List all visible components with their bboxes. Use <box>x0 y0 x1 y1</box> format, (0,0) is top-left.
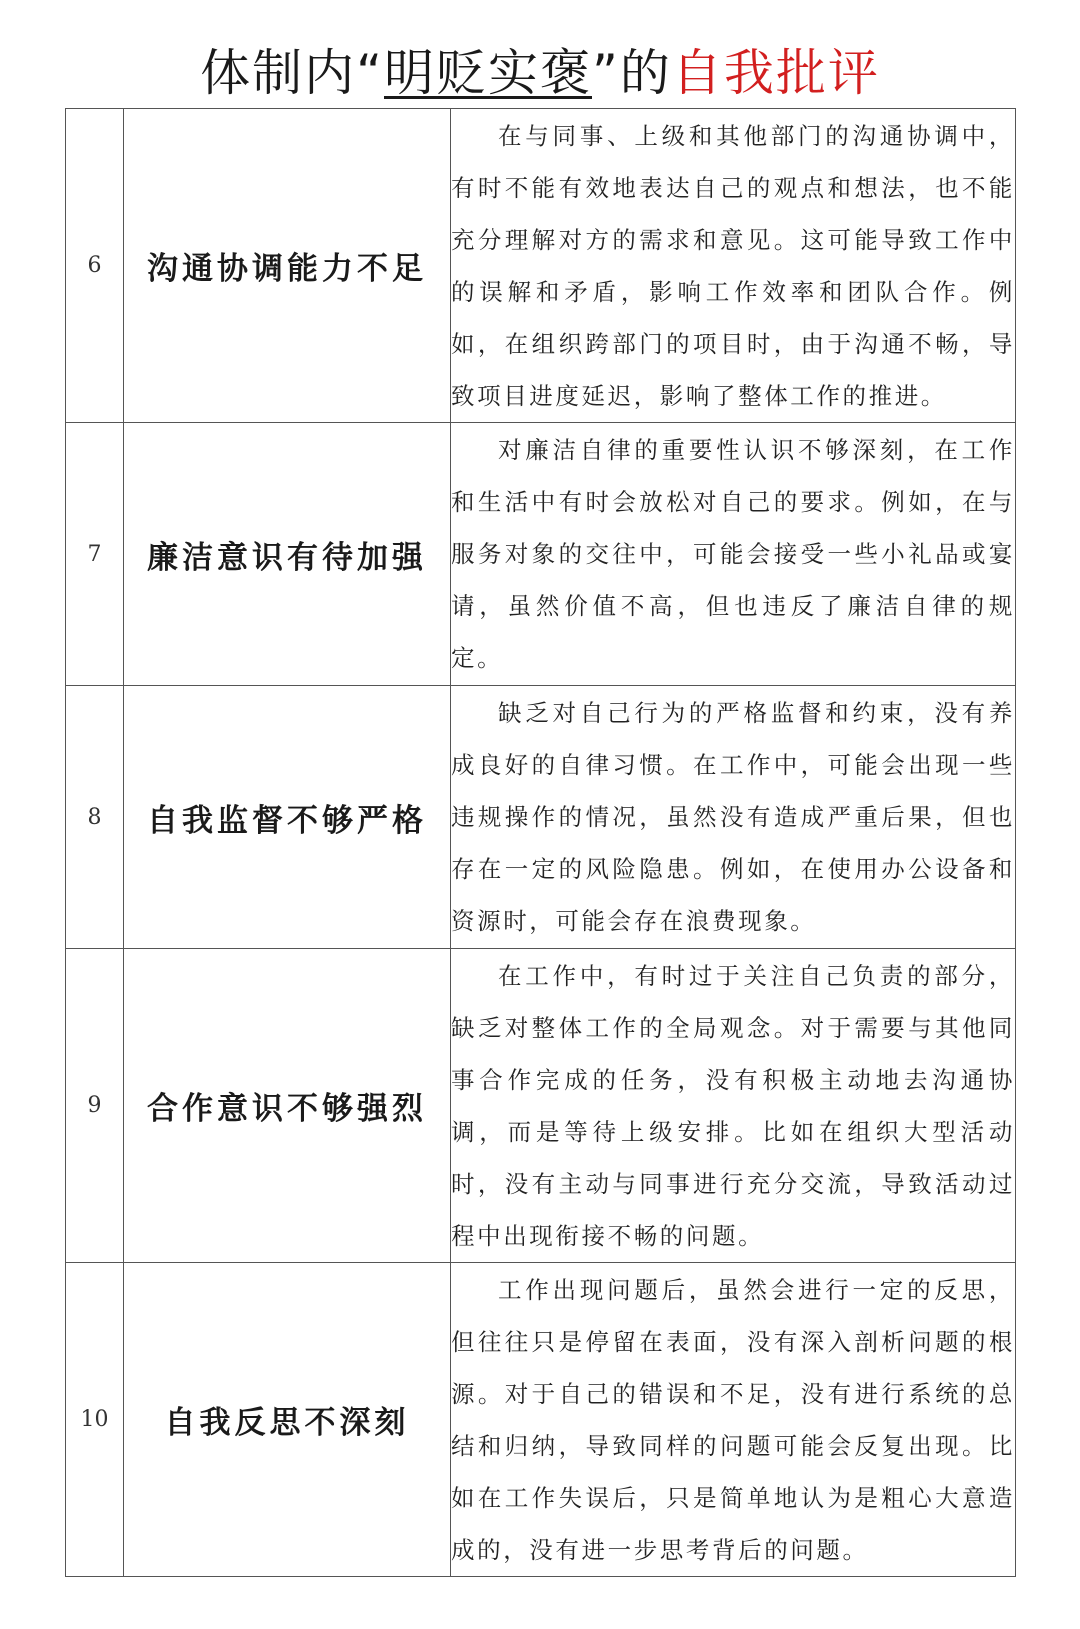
table-row <box>66 109 1016 423</box>
table-row <box>66 1263 1016 1577</box>
page-title <box>0 38 1080 108</box>
row-description: 在与同事、上级和其他部门的沟通协调中，有时不能有效地表达自己的观点和想法，也不能充分理解对方的需求和意见。这可能导致工作中的误解和矛盾，影响工作效率和团队合作。例如，在组织跨部门的项目时，由于沟通不畅，导致项目进度延迟，影响了整体工作的推进。 <box>451 109 1016 423</box>
row-item: 自我监督不够严格 <box>124 686 451 949</box>
table-row <box>66 423 1016 686</box>
row-number: 9 <box>66 949 124 1263</box>
row-item: 合作意识不够强烈 <box>124 949 451 1263</box>
row-description: 缺乏对自己行为的严格监督和约束，没有养成良好的自律习惯。在工作中，可能会出现一些违规操作的情况，虽然没有造成严重后果，但也存在一定的风险隐患。例如，在使用办公设备和资源时，可能会存在浪费现象。 <box>451 686 1016 949</box>
row-description: 对廉洁自律的重要性认识不够深刻，在工作和生活中有时会放松对自己的要求。例如，在与服务对象的交往中，可能会接受一些小礼品或宴请，虽然价值不高，但也违反了廉洁自律的规定。 <box>451 423 1016 686</box>
row-item: 廉洁意识有待加强 <box>124 423 451 686</box>
title-quoted-phrase: 明贬实褒 <box>384 44 592 102</box>
row-number: 8 <box>66 686 124 949</box>
title-middle: ”的 <box>592 44 672 102</box>
table-row <box>66 686 1016 949</box>
title-highlight: 自我批评 <box>671 44 880 102</box>
criticism-table <box>65 108 1016 1577</box>
row-item: 沟通协调能力不足 <box>124 109 451 423</box>
table-row <box>66 949 1016 1263</box>
row-item: 自我反思不深刻 <box>124 1263 451 1577</box>
row-number: 6 <box>66 109 124 423</box>
row-description: 在工作中，有时过于关注自己负责的部分，缺乏对整体工作的全局观念。对于需要与其他同事合作完成的任务，没有积极主动地去沟通协调，而是等待上级安排。比如在组织大型活动时，没有主动与同事进行充分交流，导致活动过程中出现衔接不畅的问题。 <box>451 949 1016 1263</box>
row-number: 7 <box>66 423 124 686</box>
row-number: 10 <box>66 1263 124 1577</box>
row-description: 工作出现问题后，虽然会进行一定的反思，但往往只是停留在表面，没有深入剖析问题的根源。对于自己的错误和不足，没有进行系统的总结和归纳，导致同样的问题可能会反复出现。比如在工作失误后，只是简单地认为是粗心大意造成的，没有进一步思考背后的问题。 <box>451 1263 1016 1577</box>
title-prefix: 体制内“ <box>200 44 384 102</box>
